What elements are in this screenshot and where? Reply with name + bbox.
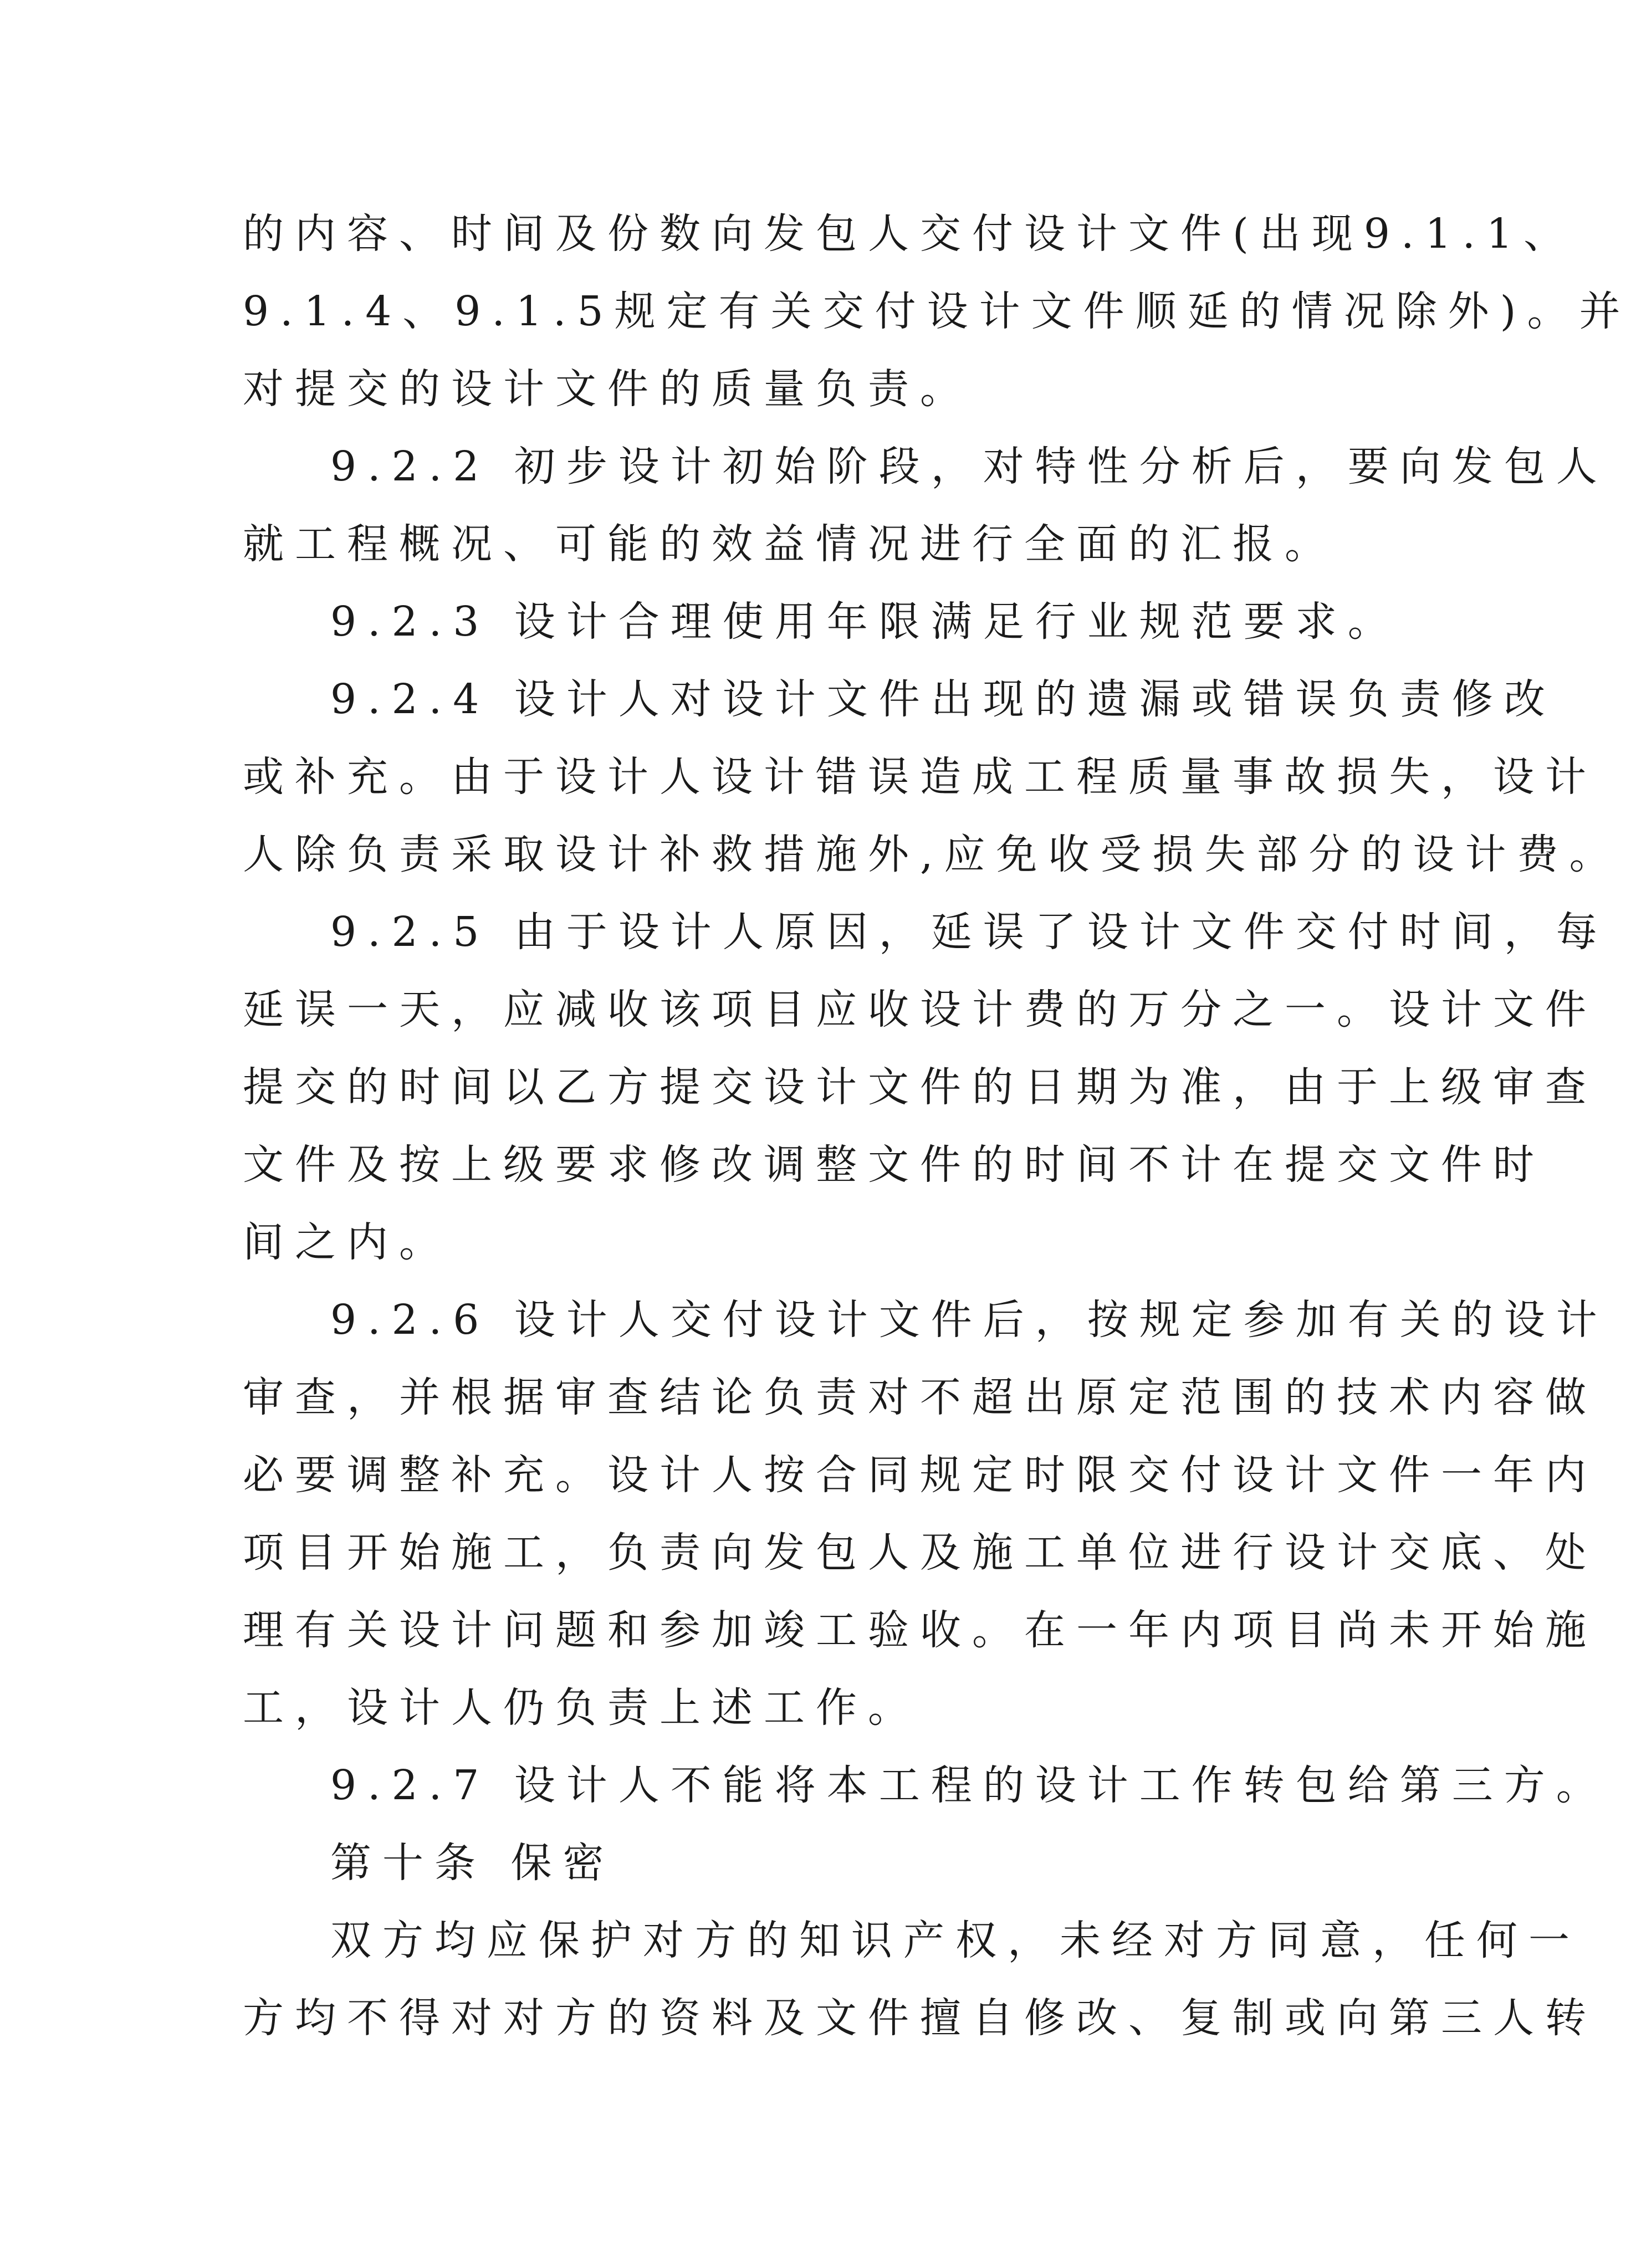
text-line-9: 人除负责采取设计补救措施外,应免收受损失部分的设计费。	[243, 831, 1622, 878]
text-line-18: 项目开始施工，负责向发包人及施工单位进行设计交底、处	[243, 1529, 1597, 1576]
clause-9-2-7: 9.2.7 设计人不能将本工程的设计工作转包给第三方。	[330, 1762, 1608, 1809]
text-line-13: 文件及按上级要求修改调整文件的时间不计在提交文件时	[243, 1141, 1545, 1189]
contract-text	[243, 195, 1631, 2057]
clause-9-2-6-start: 9.2.6 设计人交付设计文件后，按规定参加有关的设计	[330, 1296, 1608, 1344]
text-line-12: 提交的时间以乙方提交设计文件的日期为准，由于上级审查	[243, 1063, 1597, 1111]
text-line-11: 延误一天，应减收该项目应收设计费的万分之一。设计文件	[243, 986, 1597, 1033]
text-line-5: 就工程概况、可能的效益情况进行全面的汇报。	[243, 520, 1337, 568]
text-line-1: 的内容、时间及份数向发包人交付设计文件(出现9.1.1、	[243, 210, 1576, 258]
text-line-8: 或补充。由于设计人设计错误造成工程质量事故损失，设计	[243, 753, 1597, 801]
text-line-2: 9.1.4、9.1.5规定有关交付设计文件顺延的情况除外)。并	[243, 288, 1631, 335]
clause-9-2-4-start: 9.2.4 设计人对设计文件出现的遗漏或错误负责修改	[330, 675, 1556, 723]
section-heading-confidentiality: 第十条 保密	[330, 1839, 615, 1887]
text-line-19: 理有关设计问题和参加竣工验收。在一年内项目尚未开始施	[243, 1606, 1597, 1654]
text-line-24: 方均不得对对方的资料及文件擅自修改、复制或向第三人转	[243, 1994, 1597, 2042]
text-line-16: 审查，并根据审查结论负责对不超出原定范围的技术内容做	[243, 1374, 1597, 1421]
text-line-17: 必要调整补充。设计人按合同规定时限交付设计文件一年内	[243, 1451, 1597, 1499]
text-line-14: 间之内。	[243, 1219, 451, 1266]
confidentiality-paragraph-start: 双方均应保护对方的知识产权，未经对方同意，任何一	[330, 1917, 1581, 1964]
clause-9-2-3: 9.2.3 设计合理使用年限满足行业规范要求。	[330, 598, 1400, 646]
text-line-3: 对提交的设计文件的质量负责。	[243, 365, 972, 413]
text-line-20: 工，设计人仍负责上述工作。	[243, 1684, 920, 1732]
clause-9-2-2-start: 9.2.2 初步设计初始阶段，对特性分析后，要向发包人	[330, 443, 1608, 490]
clause-9-2-5-start: 9.2.5 由于设计人原因，延误了设计文件交付时间，每	[330, 908, 1608, 956]
